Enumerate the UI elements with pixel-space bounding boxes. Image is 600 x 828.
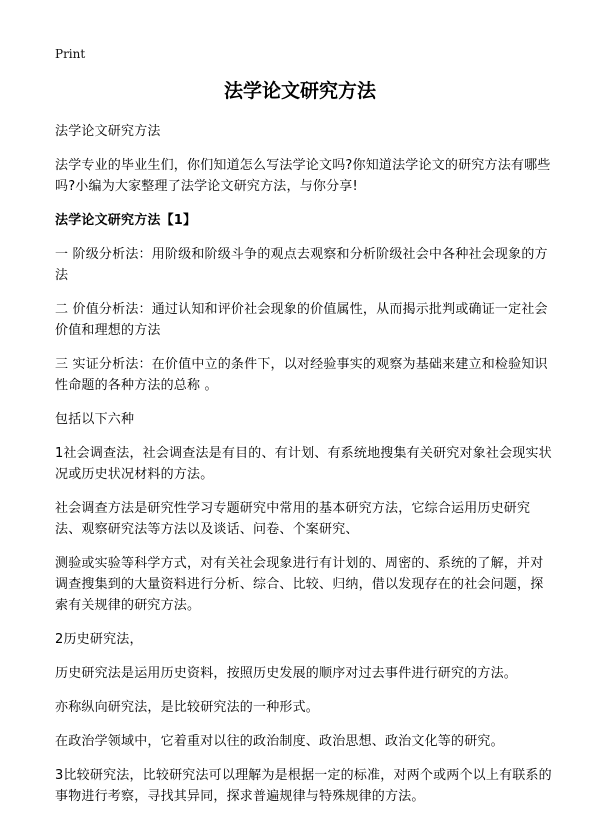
intro-paragraph: 法学专业的毕业生们，你们知道怎么写法学论文吗?你知道法学论文的研究方法有哪些吗?小编为大家整理了法学论文研究方法，与你分享! [55,158,551,194]
paragraph-empirical-analysis: 三 实证分析法：在价值中立的条件下，以对经验事实的观察为基础来建立和检验知识性命题的各种方法的总称 。 [55,357,548,393]
paragraph-value-analysis: 二 价值分析法：通过认知和评价社会现象的价值属性，从而揭示批判或确证一定社会价值和理想的方法 [55,302,548,338]
paragraph-social-survey: 1社会调查法，社会调查法是有目的、有计划、有系统地搜集有关研究对象社会现实状况或历史状况材料的方法。 [55,446,552,482]
paragraph-six-types: 包括以下六种 [55,412,135,427]
page-title: 法学论文研究方法 [223,80,376,102]
paragraph-survey-methods: 社会调查方法是研究性学习专题研究中常用的基本研究方法，它综合运用历史研究法、观察研究法等方法以及谈话、问卷、个案研究、 [55,501,531,537]
document-subtitle: 法学论文研究方法 [55,124,161,139]
print-label: Print [55,47,86,61]
paragraph-historical-method: 2历史研究法， [55,632,143,647]
section-heading: 法学论文研究方法【1】 [55,213,197,228]
paragraph-historical-definition: 历史研究法是运用历史资料，按照历史发展的顺序对过去事件进行研究的方法。 [55,666,518,681]
paragraph-comparative-method: 3比较研究法，比较研究法可以理解为是根据一定的标准，对两个或两个以上有联系的事物进行考察，寻找其异同，探求普遍规律与特殊规律的方法。 [55,768,552,804]
paragraph-longitudinal: 亦称纵向研究法，是比较研究法的一种形式。 [55,700,320,715]
document-body [55,121,555,820]
paragraph-class-analysis: 一 阶级分析法：用阶级和阶级斗争的观点去观察和分析阶级社会中各种社会现象的方法 [55,247,548,283]
paragraph-political-science: 在政治学领域中，它着重对以往的政治制度、政治思想、政治文化等的研究。 [55,734,504,749]
paragraph-survey-detail: 测验或实验等科学方式，对有关社会现象进行有计划的、周密的、系统的了解，并对调查搜集到的大量资料进行分析、综合、比较、归纳，借以发现存在的社会问题，探索有关规律的研究方法。 [55,556,544,613]
